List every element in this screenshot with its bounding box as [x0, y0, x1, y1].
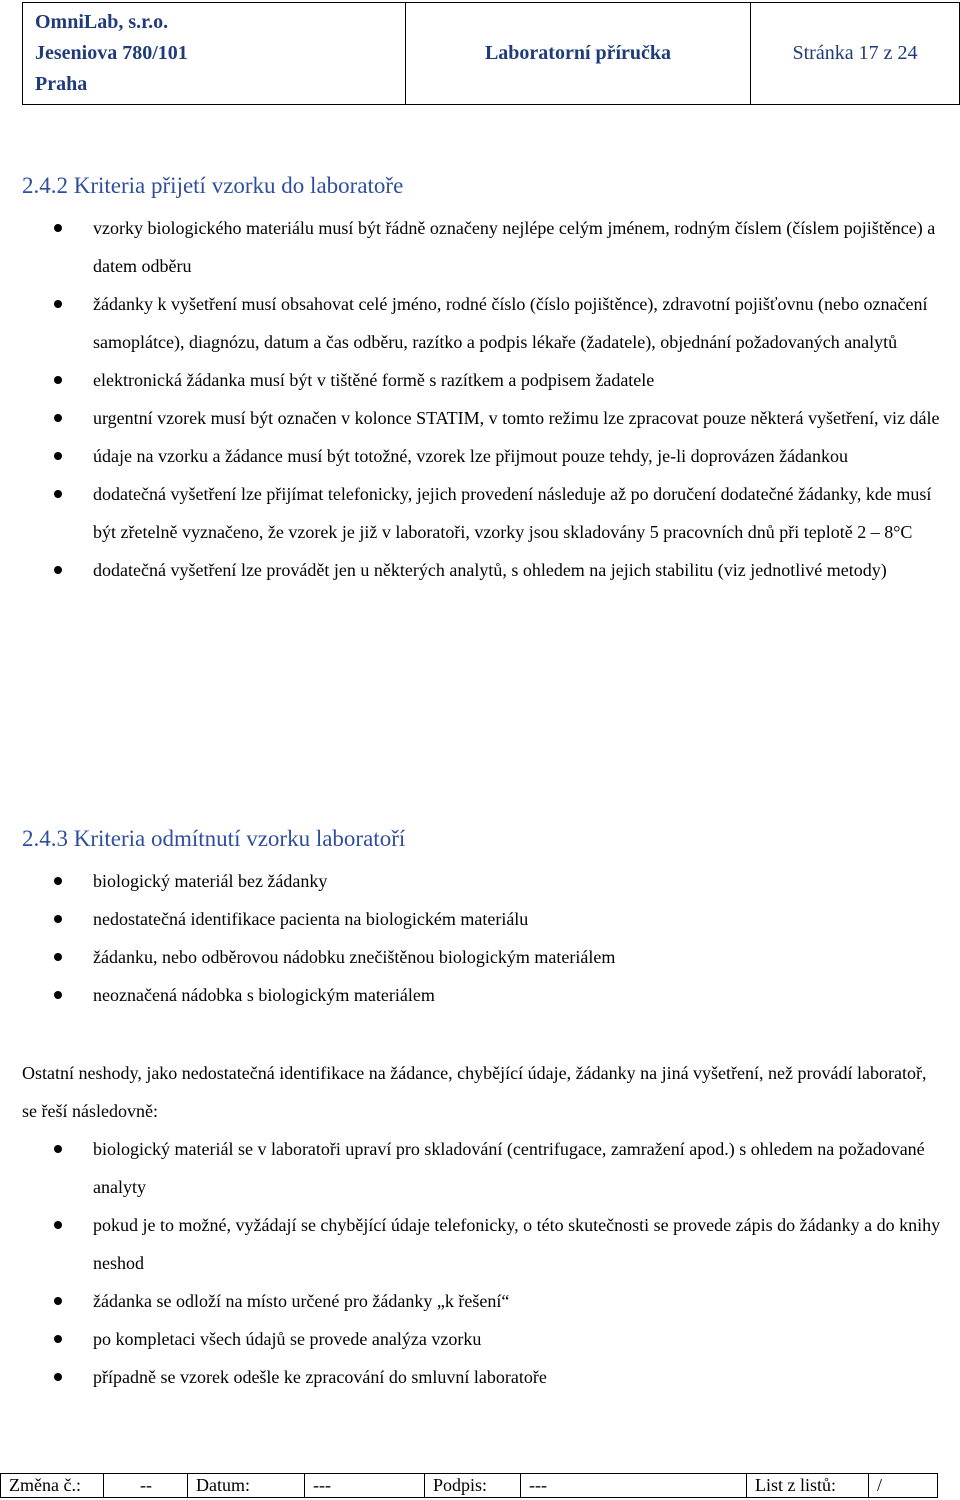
bullet-icon	[54, 300, 62, 308]
nonconformity-intro: Ostatní neshody, jako nedostatečná identifikace na žádance, chybějící údaje, žádanky na jiná vyšetření, než provádí laboratoř, se řeší následovně:	[22, 1063, 927, 1121]
acceptance-criteria-list	[22, 209, 942, 589]
bullet-icon	[54, 376, 62, 384]
list-item-text: biologický materiál bez žádanky	[93, 871, 328, 891]
list-item-text: dodatečná vyšetření lze provádět jen u některých analytů, s ohledem na jejich stabilitu (viz jednotlivé metody)	[93, 560, 887, 580]
list-item	[22, 900, 942, 938]
change-label: Změna č.:	[1, 1474, 104, 1497]
list-item	[22, 209, 942, 285]
page-footer	[0, 1473, 938, 1498]
bullet-icon	[54, 1145, 62, 1153]
section-heading-rejection: 2.4.3 Kriteria odmítnutí vzorku laboratoří	[22, 826, 406, 851]
list-item-text: případně se vzorek odešle ke zpracování do smluvní laboratoře	[93, 1367, 547, 1387]
page-header	[22, 2, 960, 105]
list-item	[22, 285, 942, 361]
signature-label: Podpis:	[425, 1474, 521, 1497]
list-item	[22, 551, 942, 589]
list-item-text: elektronická žádanka musí být v tištěné formě s razítkem a podpisem žadatele	[93, 370, 655, 390]
bullet-icon	[54, 1335, 62, 1343]
list-item-text: pokud je to možné, vyžádají se chybějící údaje telefonicky, o této skutečnosti se provede zápis do žádanky a do knihy neshod	[93, 1215, 941, 1273]
list-item	[22, 938, 942, 976]
nonconformity-list	[22, 1130, 942, 1396]
list-item	[22, 1320, 942, 1358]
list-item-text: neoznačená nádobka s biologickým materiálem	[93, 985, 435, 1005]
list-item	[22, 1358, 942, 1396]
bullet-icon	[54, 490, 62, 498]
list-item	[22, 399, 942, 437]
bullet-icon	[54, 1373, 62, 1381]
bullet-icon	[54, 224, 62, 232]
company-name: OmniLab, s.r.o.	[35, 11, 169, 33]
list-item	[22, 976, 942, 1014]
page-number: Stránka 17 z 24	[792, 42, 918, 64]
bullet-icon	[54, 953, 62, 961]
list-item-text: dodatečná vyšetření lze přijímat telefonicky, jejich provedení následuje až po doručení dodatečné žádanky, kde musí být zřetelně vyznačeno, že vzorek je již v laboratoři, vzorky jsou skladovány 5 pracovních dnů při teplotě 2 – 8°C	[93, 484, 932, 542]
bullet-icon	[54, 915, 62, 923]
list-item-text: žádanku, nebo odběrovou nádobku znečištěnou biologickým materiálem	[93, 947, 616, 967]
list-item	[22, 361, 942, 399]
list-item	[22, 862, 942, 900]
bullet-icon	[54, 1221, 62, 1229]
list-item-text: žádanka se odloží na místo určené pro žádanky „k řešení“	[93, 1291, 510, 1311]
bullet-icon	[54, 452, 62, 460]
change-value: --	[104, 1474, 188, 1497]
bullet-icon	[54, 566, 62, 574]
signature-value: ---	[521, 1474, 747, 1497]
date-value: ---	[305, 1474, 425, 1497]
bullet-icon	[54, 1297, 62, 1305]
date-label: Datum:	[188, 1474, 305, 1497]
list-item-text: biologický materiál se v laboratoři upraví pro skladování (centrifugace, zamražení apod.) s ohledem na požadované analyty	[93, 1139, 925, 1197]
list-item-text: vzorky biologického materiálu musí být řádně označeny nejlépe celým jménem, rodným číslem (číslem pojištěnce) a datem odběru	[93, 218, 936, 276]
list-item-text: údaje na vzorku a žádance musí být totožné, vzorek lze přijmout pouze tehdy, je-li doprovázen žádankou	[93, 446, 849, 466]
rejection-criteria-list	[22, 862, 942, 1014]
document-title: Laboratorní příručka	[406, 3, 751, 104]
bullet-icon	[54, 991, 62, 999]
sheet-value: /	[877, 1475, 883, 1495]
bullet-icon	[54, 414, 62, 422]
list-item	[22, 475, 942, 551]
section-heading-acceptance: 2.4.2 Kriteria přijetí vzorku do laboratoře	[22, 173, 404, 198]
list-item-text: urgentní vzorek musí být označen v kolonce STATIM, v tomto režimu lze zpracovat pouze některá vyšetření, viz dále	[93, 408, 940, 428]
bullet-icon	[54, 877, 62, 885]
company-block	[23, 3, 406, 104]
list-item-text: nedostatečná identifikace pacienta na biologickém materiálu	[93, 909, 529, 929]
list-item	[22, 1206, 942, 1282]
list-item-text: žádanky k vyšetření musí obsahovat celé jméno, rodné číslo (číslo pojištěnce), zdravotní pojišťovnu (nebo označení samoplátce), diagnózu, datum a čas odběru, razítko a podpis lékaře (žadatele), objednání požadovaných analytů	[93, 294, 928, 352]
list-item	[22, 1282, 942, 1320]
list-item	[22, 1130, 942, 1206]
company-street: Jeseniova 780/101	[35, 42, 188, 64]
list-item	[22, 437, 942, 475]
list-item-text: po kompletaci všech údajů se provede analýza vzorku	[93, 1329, 482, 1349]
company-city: Praha	[35, 73, 88, 95]
sheet-label: List z listů:	[747, 1474, 869, 1497]
